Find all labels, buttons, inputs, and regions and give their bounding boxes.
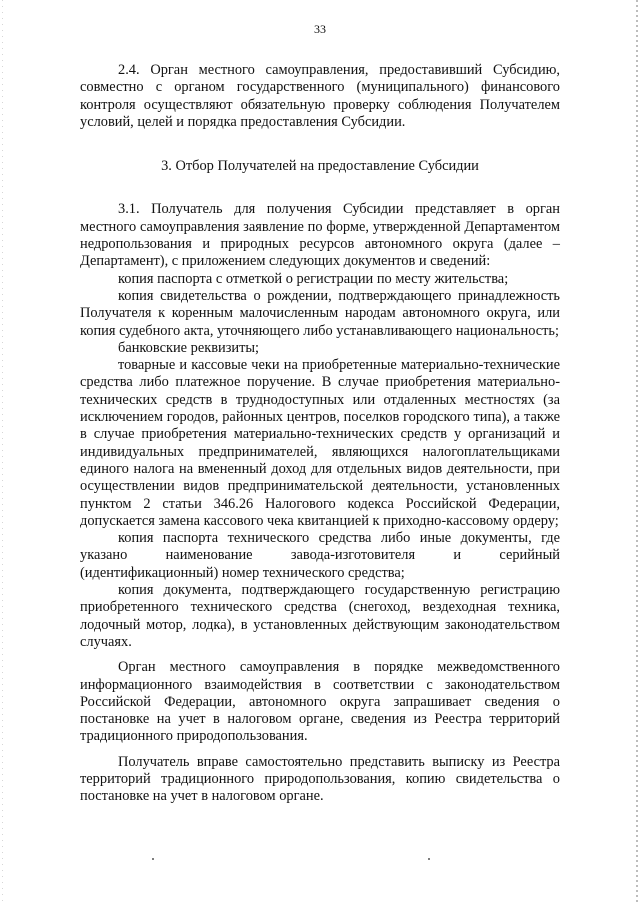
paragraph-interagency-request: Орган местного самоуправления в порядке межведомственного информационного взаимодействия в соответствии с законодательством Российской Федерации, автономного округа запрашивает сведения о постановке на учет в налоговом органе, сведения из Реестра территорий традиционного природопользования. [80, 659, 560, 745]
list-item-registration-document: копия документа, подтверждающего государственную регистрацию приобретенного технического средства (снегоход, вездеходная техника, лодочный мотор, лодка), в установленных действующим законодательством случаях. [80, 582, 560, 650]
list-item-passport: копия паспорта с отметкой о регистрации по месту жительства; [118, 270, 509, 287]
paragraph-self-submission: Получатель вправе самостоятельно представить выписку из Реестра территорий традиционного природопользования, копию свидетельства о постановке на учет в налоговом органе. [80, 753, 560, 805]
list-item-bank-details: банковские реквизиты; [118, 339, 260, 356]
scan-speck [428, 858, 430, 860]
scan-speck [152, 858, 154, 860]
list-item-vehicle-passport: копия паспорта технического средства либо иные документы, где указано наименование завода-изготовителя и серийный (идентификационный) номер технического средства; [80, 530, 560, 581]
page-number: 33 [314, 22, 326, 36]
list-item-birth-certificate: копия свидетельства о рождении, подтверждающего принадлежность Получателя к коренным малочисленным народам автономного округа, или копия судебного акта, уточняющего либо устанавливающего национальность; [80, 287, 560, 339]
scan-edge-left [2, 0, 3, 905]
scan-edge-right [636, 0, 638, 905]
paragraph-2-4: 2.4. Орган местного самоуправления, предоставивший Субсидию, совместно с органом государственного (муниципального) финансового контроля осуществляют обязательную проверку соблюдения Получателем условий, целей и порядка предоставления Субсидии. [80, 62, 560, 130]
paragraph-3-1: 3.1. Получатель для получения Субсидии представляет в орган местного самоуправления заявление по форме, утвержденной Департаментом недропользования и природных ресурсов автономного округа (далее – Департамент), с приложением следующих документов и сведений: [80, 201, 560, 270]
list-item-receipts: товарные и кассовые чеки на приобретенные материально-технические средства либо платежное поручение. В случае приобретения материально-технических средств в труднодоступных или отдаленных местностях (за исключением городов, районных центров, поселков городского типа), а также в случае приобретения материально-технических средств у организаций и индивидуальных предпринимателей, являющихся налогоплательщиками единого налога на вмененный доход для отдельных видов деятельности, при осуществлении видов предпринимательской деятельности, установленных пунктом 2 статьи 346.26 Налогового кодекса Российской Федерации, допускается замена кассового чека квитанцией к приходно-кассовому ордеру; [80, 357, 560, 529]
document-body [80, 62, 560, 806]
section-title: 3. Отбор Получателей на предоставление Субсидии [161, 158, 479, 175]
